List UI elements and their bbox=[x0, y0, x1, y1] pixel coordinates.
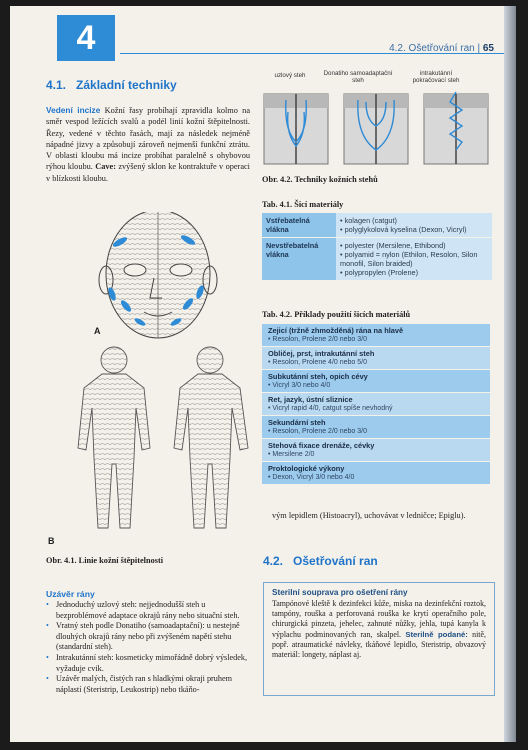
stitch-label-simple: uzlový steh bbox=[274, 72, 306, 79]
table-row bbox=[262, 370, 490, 393]
figure-4-2-caption bbox=[262, 175, 378, 184]
stitch-label-intracutaneous: intrakutánní pokračovací steh bbox=[412, 70, 460, 84]
sterile-set-title: Sterilní souprava pro ošetření rány bbox=[272, 588, 408, 597]
table-value: • polyester (Mersilene, Ethibond) bbox=[340, 241, 446, 250]
incision-text-2: zvýšený sklon ke kontraktuře v operaci v blízkosti kloubu. bbox=[46, 162, 250, 183]
use-detail: • Vicryl 3/0 nebo 4/0 bbox=[268, 381, 484, 390]
use-detail: • Mersilene 2/0 bbox=[268, 450, 484, 459]
table-value-cell bbox=[336, 213, 492, 238]
materials-table bbox=[262, 213, 492, 281]
stitch-techniques-figure bbox=[262, 90, 492, 170]
use-heading: Subkutánní steh, opich cévy bbox=[268, 372, 368, 381]
table-value: • polyglykolová kyselina (Dexon, Vicryl) bbox=[340, 225, 467, 234]
list-item: • Intrakutánní steh: kosmeticky mimořádně dobrý výsledek, vyžaduje cvik. bbox=[46, 653, 252, 674]
stitch-label-donati: Donatiho samoadaptační steh bbox=[323, 70, 393, 84]
table-value: • kolagen (catgut) bbox=[340, 216, 397, 225]
incision-paragraph bbox=[46, 105, 250, 184]
table-key-cell: Vstřebatelná vlákna bbox=[262, 213, 336, 238]
continued-text: vým lepidlem (Histoacryl), uchovávat v ledničce; Epiglu). bbox=[272, 511, 466, 520]
book-page bbox=[10, 6, 516, 742]
use-detail: • Resolon, Prolene 2/0 nebo 3/0 bbox=[268, 335, 484, 344]
wound-closure-list bbox=[46, 600, 252, 695]
figure-4-1-caption-text: Linie kožní štěpitelnosti bbox=[78, 556, 164, 565]
material-uses-table bbox=[262, 324, 490, 485]
incision-text: Kožní řasy probíhají zpravidla kolmo na směr vespod ležících svalů a podél linií kožní štěpitelnosti. Řezy, vedené v těchto řasách, mají za následek nejméně nápadné jizvy a způsobují zároveň nejmenší funkční ztrátu. V oblasti kloubu má incize probíhat paralelně s ohybovou rýhou kloubu. bbox=[46, 106, 251, 172]
use-heading: Zejicí (tržně zhmožděná) rána na hlavě bbox=[268, 326, 404, 335]
use-detail: • Vicryl rapid 4/0, catgut spíše nevhodný bbox=[268, 404, 484, 413]
table-row bbox=[262, 393, 490, 416]
table-row bbox=[262, 213, 492, 238]
stitch-simple-drawing bbox=[264, 94, 328, 164]
table-row bbox=[262, 462, 490, 485]
use-heading: Proktologické výkony bbox=[268, 464, 345, 473]
table-value-cell bbox=[336, 238, 492, 281]
stitch-donati-drawing bbox=[344, 94, 408, 164]
table-row bbox=[262, 439, 490, 462]
running-head bbox=[389, 43, 494, 54]
table-value: • polypropylen (Prolene) bbox=[340, 268, 418, 277]
page-edge bbox=[504, 6, 516, 742]
use-heading: Sekundární steh bbox=[268, 418, 326, 427]
figure-4-2-caption-prefix: Obr. 4.2. bbox=[262, 175, 293, 184]
running-title: 4.2. Ošetřování ran bbox=[389, 43, 475, 54]
sterile-set-description: Tampónové kleště k dezinfekci kůže, miska na dezinfekční roztok, tampóny, rouška a perforovaná rouška ke krytí operačního pole, chirurgická pinzeta, jehelec, zahnuté nůžky, jehla, tupá kanyla k výplachu podminovaných ran, skalpel. bbox=[272, 599, 486, 639]
sterile-set-lead: Sterilně podané: bbox=[405, 629, 468, 639]
use-detail: • Resolon, Prolene 2/0 nebo 3/0 bbox=[268, 427, 484, 436]
table-row bbox=[262, 347, 490, 370]
body-back-drawing bbox=[78, 347, 150, 528]
body-front-drawing bbox=[174, 347, 248, 528]
list-item: • Uzávěr malých, čistých ran s hladkými okraji pruhem náplastí (Steristrip, Leukostrip) nebo tkáňo- bbox=[46, 674, 252, 695]
use-detail: • Dexon, Vicryl 3/0 nebo 4/0 bbox=[268, 473, 484, 482]
table-4-2-title bbox=[262, 310, 410, 319]
chapter-number-badge: 4 bbox=[57, 15, 115, 61]
list-item: • Vratný steh podle Donatiho (samoadaptační): u nestejně dlouhých okrajů rány nebo při zvýšeném napětí stehu (standardní steh). bbox=[46, 621, 252, 653]
table-4-2-prefix: Tab. 4.2. bbox=[262, 310, 293, 319]
figure-4-1-caption bbox=[46, 556, 163, 565]
table-row bbox=[262, 238, 492, 281]
table-row bbox=[262, 324, 490, 347]
page-number: 65 bbox=[482, 43, 494, 54]
stitch-intracutaneous-drawing bbox=[424, 92, 488, 164]
use-heading: Stehová fixace drenáže, cévky bbox=[268, 441, 375, 450]
sterile-set-description-2: nitě, popř. atraumatické návleky, tkáňové lepidlo, Steristrip, obvazový materiál: longety, náplast aj. bbox=[272, 629, 486, 660]
use-heading: Ret, jazyk, ústní sliznice bbox=[268, 395, 353, 404]
table-4-1-name: Šicí materiály bbox=[294, 200, 344, 209]
table-row bbox=[262, 416, 490, 439]
section-number: 4.1. bbox=[46, 78, 67, 92]
table-key-cell: Nevstřebatelná vlákna bbox=[262, 238, 336, 281]
section-4-1-heading bbox=[46, 78, 177, 92]
figure-4-1-caption-prefix: Obr. 4.1. bbox=[46, 556, 77, 565]
section-4-2-heading bbox=[263, 554, 378, 568]
table-4-1-prefix: Tab. 4.1. bbox=[262, 200, 293, 209]
table-4-2-name: Příklady použití šicích materiálů bbox=[294, 310, 411, 319]
section-number: 4.2. bbox=[263, 554, 284, 568]
use-detail: • Resolon, Prolene 4/0 nebo 5/0 bbox=[268, 358, 484, 367]
figure-label-a: A bbox=[94, 326, 101, 336]
figure-label-b: B bbox=[48, 536, 55, 546]
table-value: • polyamid = nylon (Ethilon, Resolon, Silon monofil, Silon braided) bbox=[340, 250, 478, 268]
section-title: Základní techniky bbox=[76, 78, 177, 92]
wound-closure-heading: Uzávěr rány bbox=[46, 589, 95, 599]
figure-4-2-caption-text: Techniky kožních stehů bbox=[294, 175, 378, 184]
incision-lead: Vedení incize bbox=[46, 105, 101, 115]
cave-keyword: Cave: bbox=[95, 162, 116, 172]
sterile-set-text bbox=[264, 599, 494, 660]
section-title: Ošetřování ran bbox=[293, 554, 378, 568]
running-separator: | bbox=[477, 43, 481, 54]
use-heading: Obličej, prst, intrakutánní steh bbox=[268, 349, 375, 358]
skin-lines-figure bbox=[70, 212, 254, 530]
list-item: • Jednoduchý uzlový steh: nejjednodušší steh u bezproblémové adaptace okrajů rány nebo situační steh. bbox=[46, 600, 252, 621]
sterile-set-box bbox=[263, 582, 495, 696]
face-drawing bbox=[99, 212, 217, 338]
table-4-1-title bbox=[262, 200, 343, 209]
